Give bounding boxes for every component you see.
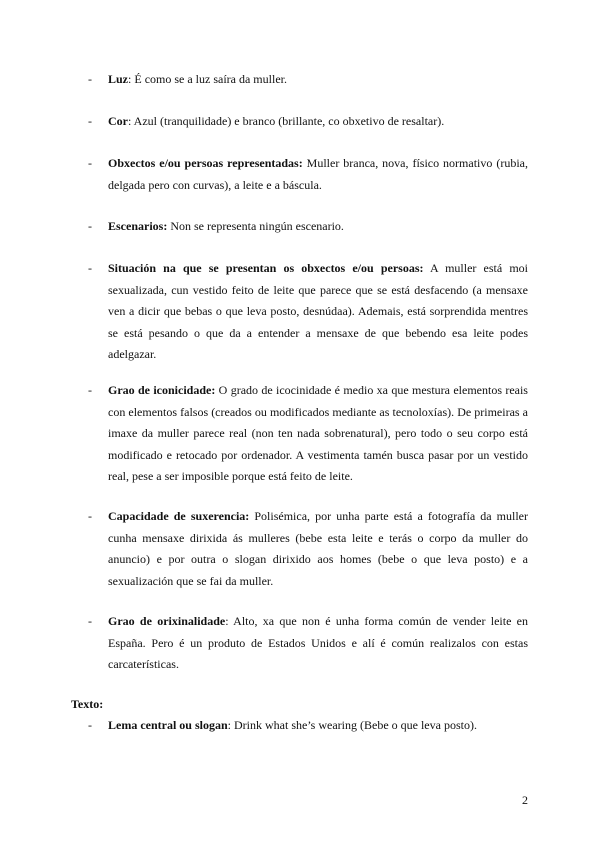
list-item <box>88 258 528 366</box>
item-text: O grado de icocinidade é medio xa que mestura elementos reais con elementos falsos (creados ou modificados mediante as tecnoloxías). De primeiras a imaxe da muller parece real (non ten nada sobrenatural), pero todo o seu corpo está modificado e retocado por ordenador. A vestimenta tamén busca pasar por un vestido real, pese a ser imposible porque está feito de leite. <box>108 383 528 483</box>
list-item <box>88 153 528 196</box>
list-dash: - <box>88 156 92 170</box>
page-number: 2 <box>522 793 528 807</box>
list-dash: - <box>88 72 92 86</box>
item-text: A muller está moi sexualizada, cun vestido feito de leite que parece que se está desfacendo (a mensaxe ven a dicir que bebas o que leva posto, desnúdaa). Ademais, está sorprendida mentres se está pesando o que da a entender a mensaxe de que bebendo esa leite podes adelgazar. <box>108 261 528 361</box>
list-dash: - <box>88 219 92 233</box>
item-separator: : <box>225 614 229 628</box>
list-dash: - <box>88 614 92 628</box>
list-item <box>88 611 528 676</box>
item-term: Grao de iconicidade: <box>108 383 216 397</box>
item-term: Obxectos e/ou persoas representadas: <box>108 156 303 170</box>
list-item <box>88 69 528 91</box>
item-separator: : <box>128 72 132 86</box>
item-separator: : <box>227 718 232 732</box>
list-item <box>88 111 528 133</box>
list-item <box>88 380 528 488</box>
item-term: Escenarios: <box>108 219 168 233</box>
list-dash: - <box>88 114 92 128</box>
item-term: Grao de orixinalidade <box>108 614 226 628</box>
list-dash: - <box>88 509 92 523</box>
list-item <box>88 506 528 592</box>
item-term: Luz <box>108 72 129 86</box>
item-text: Drink what she’s wearing (Bebe o que leva posto). <box>231 718 477 732</box>
list-dash: - <box>88 718 92 732</box>
item-text: Alto, xa que non é unha forma común de vender leite en España. Pero é un produto de Estados Unidos e alí é común realizalos con estas carcaterísticas. <box>108 614 529 671</box>
item-separator: : <box>128 114 132 128</box>
item-term: Situación na que se presentan os obxectos e/ou persoas: <box>108 261 424 275</box>
item-text: Azul (tranquilidade) e branco (brillante, co obxetivo de resaltar). <box>131 114 445 128</box>
item-text: Polisémica, por unha parte está a fotografía da muller cunha mensaxe dirixida ás mulleres (bebe esta leite e terás o corpo da muller do anuncio) e por outra o slogan dirixido aos homes (bebe o que leva posto) e a sexualización que se fai da muller. <box>108 509 529 588</box>
item-term: Capacidade de suxerencia: <box>108 509 250 523</box>
item-term: Cor <box>108 114 128 128</box>
list-dash: - <box>88 261 92 275</box>
item-text: Non se representa ningún escenario. <box>167 219 344 233</box>
list-dash: - <box>88 383 92 397</box>
item-text: É como se a luz saíra da muller. <box>131 72 287 86</box>
section-heading: Texto: <box>71 697 104 711</box>
list-item <box>88 715 528 737</box>
list-item <box>88 216 528 238</box>
item-text: Muller branca, nova, físico normativo (rubia, delgada pero con curvas), a leite e a báscula. <box>108 156 528 192</box>
item-term: Lema central ou slogan <box>108 718 228 732</box>
